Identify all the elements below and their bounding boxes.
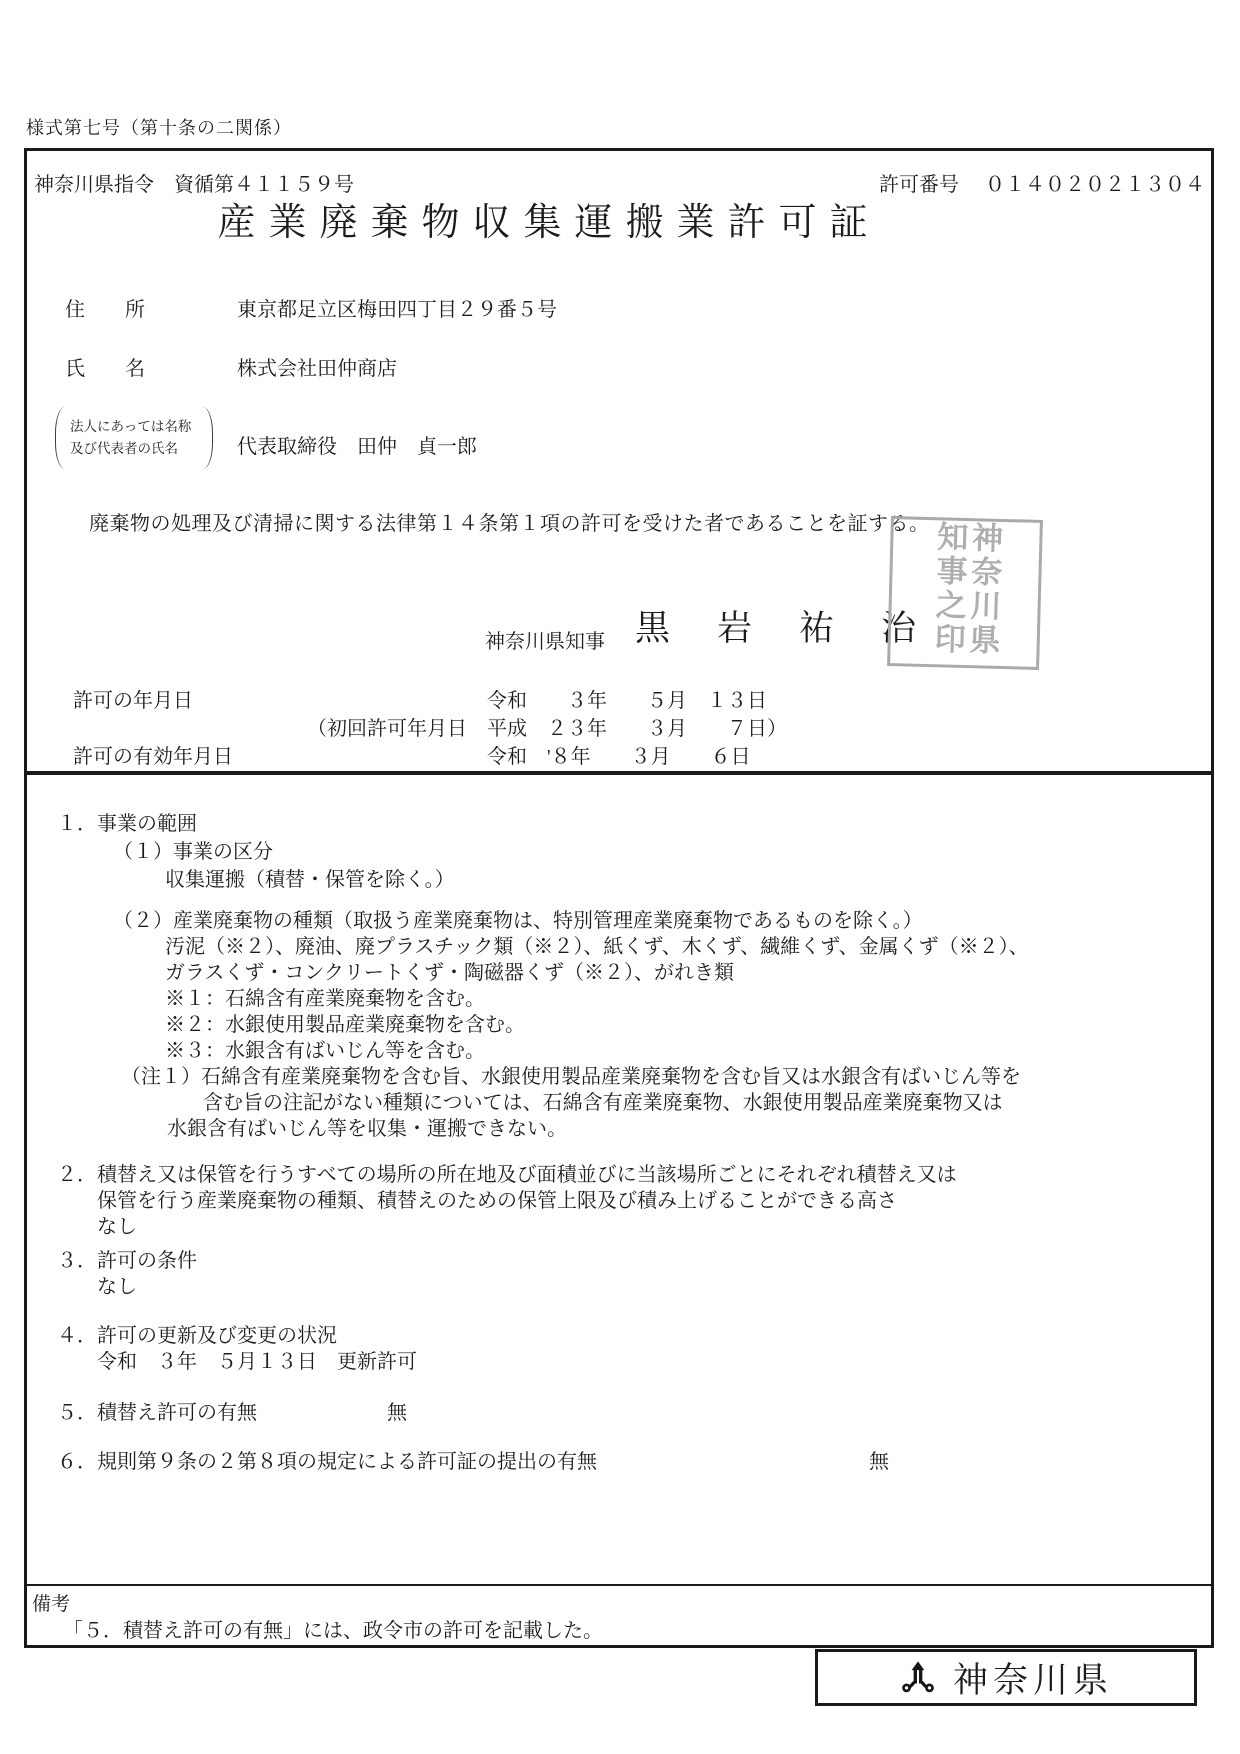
representative-value: 代表取締役 田仲 貞一郎 (237, 436, 477, 458)
item6-label: ６．規則第９条の２第８項の規定による許可証の提出の有無 (57, 1451, 597, 1473)
body-line: 水銀含有ばいじん等を収集・運搬できない。 (167, 1118, 567, 1140)
right-paren-decoration (203, 407, 213, 469)
item6-value: 無 (869, 1451, 889, 1473)
permit-number-label: 許可番号 (879, 174, 959, 196)
name-value: 株式会社田仲商店 (237, 358, 397, 380)
body-line: 含む旨の注記がない種類については、石綿含有産業廃棄物、水銀使用製品産業廃棄物又は (203, 1092, 1003, 1114)
governor-title: 神奈川県知事 (485, 631, 605, 653)
body-line: 保管を行う産業廃棄物の種類、積替えのための保管上限及び積み上げることができる高さ (97, 1190, 897, 1212)
body-line: （注１）石綿含有産業廃棄物を含む旨、水銀使用製品産業廃棄物を含む旨又は水銀含有ばいじん等を (121, 1066, 1021, 1088)
left-paren-decoration (55, 407, 65, 469)
body-line: ※３：水銀含有ばいじん等を含む。 (165, 1040, 485, 1062)
remarks-label: 備考 (32, 1594, 71, 1615)
permit-number-value: ０１４０２０２１３０４ (985, 174, 1205, 196)
body-line: ※１：石綿含有産業廃棄物を含む。 (165, 988, 485, 1010)
certification-statement: 廃棄物の処理及び清掃に関する法律第１４条第１項の許可を受けた者であることを証する。 (89, 513, 930, 535)
directive-number: 神奈川県指令 資循第４１１５９号 (34, 174, 354, 196)
corporate-note-line2: 及び代表者の氏名 (70, 441, 178, 456)
remarks-text: 「５．積替え許可の有無」には、政令市の許可を記載した。 (63, 1620, 603, 1642)
body-line: なし (97, 1276, 137, 1298)
address-label: 住 所 (65, 299, 145, 321)
body-line-item5 (57, 1400, 407, 1426)
governor-seal-stamp (887, 516, 1043, 670)
corporate-note-line1: 法人にあっては名称 (70, 418, 192, 434)
certificate-title: 産業廃棄物収集運搬業許可証 (217, 202, 881, 244)
body-line: （１）事業の区分 (113, 841, 273, 863)
body-line: ４．許可の更新及び変更の状況 (57, 1325, 337, 1347)
body-line: ３．許可の条件 (57, 1250, 197, 1272)
body-line: １．事業の範囲 (57, 813, 197, 835)
remarks-section (27, 1584, 1211, 1644)
governor-name: 黒 岩 祐 治 (635, 609, 923, 648)
item5-value: 無 (387, 1402, 407, 1424)
body-line: ２．積替え又は保管を行うすべての場所の所在地及び面積並びに当該場所ごとにそれぞれ積替え又は (57, 1164, 957, 1186)
permit-date-label: 許可の年月日 (73, 690, 193, 712)
body-line: 令和 ３年 ５月１３日 更新許可 (97, 1351, 417, 1373)
form-number-note: 様式第七号（第十条の二関係） (26, 118, 292, 138)
initial-permit-date: （初回許可年月日 平成 ２３年 ３月 ７日） (307, 718, 787, 740)
kanagawa-emblem-icon (899, 1659, 937, 1697)
address-value: 東京都足立区梅田四丁目２９番５号 (237, 299, 557, 321)
name-label: 氏 名 (65, 358, 145, 380)
body-line: なし (97, 1216, 137, 1238)
permit-conditions-section (27, 775, 1211, 1584)
prefecture-name: 神奈川県 (952, 1660, 1113, 1700)
certificate-header-section (27, 151, 1211, 775)
permit-date-value: 令和 ３年 ５月 １３日 (487, 690, 767, 712)
item5-label: ５．積替え許可の有無 (57, 1402, 257, 1424)
seal-text: 神奈川県知事之印 (929, 520, 1003, 658)
body-line-item6 (57, 1449, 889, 1475)
valid-date-label: 許可の有効年月日 (73, 746, 233, 768)
body-line: ガラスくず・コンクリートくず・陶磁器くず（※２）、がれき類 (165, 962, 734, 984)
body-line: （２）産業廃棄物の種類（取扱う産業廃棄物は、特別管理産業廃棄物であるものを除く。） (113, 910, 923, 932)
body-line: 収集運搬（積替・保管を除く。） (165, 869, 455, 891)
body-line: 汚泥（※２）、廃油、廃プラスチック類（※２）、紙くず、木くず、繊維くず、金属くず（※２）、 (165, 936, 1029, 958)
corporate-note-bracket (55, 407, 213, 469)
valid-date-value: 令和 '８年 ３月 ６日 (487, 746, 751, 768)
prefecture-footer-box (815, 1649, 1197, 1706)
body-line: ※２：水銀使用製品産業廃棄物を含む。 (165, 1014, 525, 1036)
certificate-border-box (24, 148, 1214, 1648)
